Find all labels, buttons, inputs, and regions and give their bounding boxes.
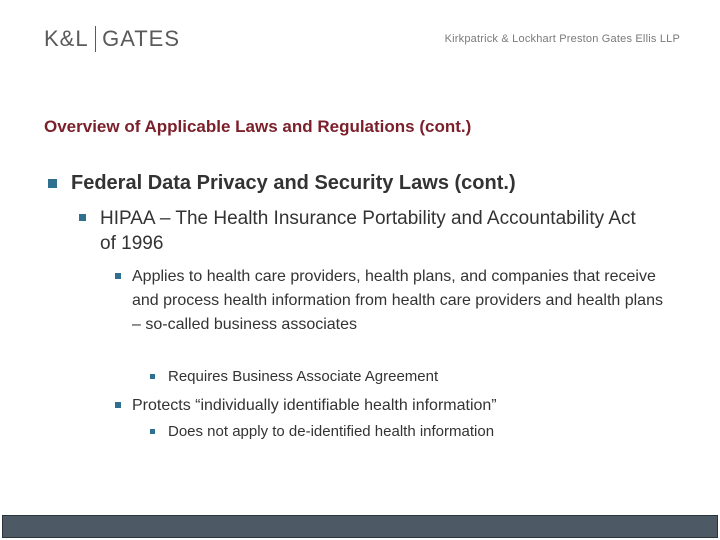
square-bullet-icon [150, 374, 155, 379]
square-bullet-icon [79, 214, 86, 221]
square-bullet-icon [115, 402, 121, 408]
bullet-level2 [79, 206, 639, 256]
logo-text-left: K&L [44, 26, 89, 51]
bullet-text: Does not apply to de-identified health information [168, 423, 495, 440]
bullet-level4 [150, 367, 438, 387]
bullet-text: HIPAA – The Health Insurance Portability and Accountability Act of 1996 [100, 208, 636, 254]
square-bullet-icon [115, 273, 121, 279]
logo-text-right: GATES [102, 26, 181, 51]
square-bullet-icon [150, 429, 155, 434]
bullet-level3 [115, 394, 675, 418]
bullet-level3 [115, 265, 675, 337]
footer-bar [2, 515, 718, 538]
slide-title: Overview of Applicable Laws and Regulations (cont.) [44, 117, 472, 136]
bullet-level4 [150, 422, 494, 442]
firm-name: Kirkpatrick & Lockhart Preston Gates Ellis LLP [444, 33, 680, 45]
square-bullet-icon [48, 179, 57, 188]
bullet-level1 [48, 171, 516, 195]
bullet-text: Federal Data Privacy and Security Laws (cont.) [71, 172, 516, 194]
bullet-text: Protects “individually identifiable health information” [132, 397, 497, 414]
bullet-text: Applies to health care providers, health plans, and companies that receive and process health information from health care providers and health plans – so-called business associates [132, 268, 663, 333]
bullet-text: Requires Business Associate Agreement [168, 368, 439, 385]
